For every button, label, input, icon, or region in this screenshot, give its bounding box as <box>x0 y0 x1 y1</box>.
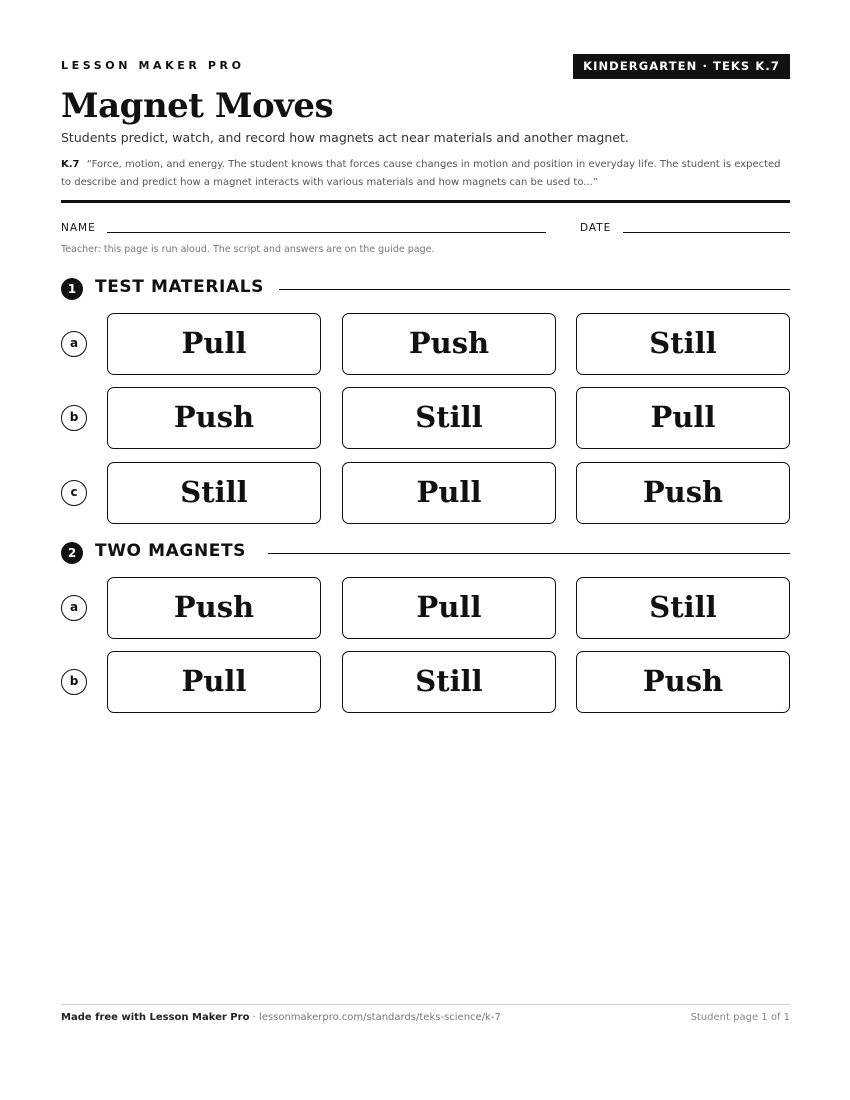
choice-button[interactable]: Push <box>107 387 321 449</box>
grade-badge: KINDERGARTEN · TEKS K.7 <box>573 54 790 79</box>
page-title: Magnet Moves <box>61 86 334 126</box>
choice-button[interactable]: Still <box>107 462 321 524</box>
choice-button[interactable]: Still <box>342 387 556 449</box>
footer-page-label: Student page 1 of 1 <box>690 1012 790 1023</box>
teacher-note: Teacher: this page is run aloud. The script and answers are on the guide page. <box>61 244 435 255</box>
page-subtitle: Students predict, watch, and record how magnets act near materials and another magnet. <box>61 130 629 145</box>
section-title: TEST MATERIALS <box>95 277 264 297</box>
date-label: DATE <box>580 222 612 234</box>
section-title: TWO MAGNETS <box>95 541 247 561</box>
footer-made-with: Made free with Lesson Maker Pro <box>61 1012 250 1023</box>
question-row <box>61 313 790 375</box>
row-letter: c <box>61 480 87 506</box>
question-row <box>61 387 790 449</box>
choice-button[interactable]: Push <box>342 313 556 375</box>
choice-button[interactable]: Pull <box>107 313 321 375</box>
name-label: NAME <box>61 222 96 234</box>
choice-button[interactable]: Pull <box>576 387 790 449</box>
brand-name: LESSON MAKER PRO <box>61 59 245 72</box>
worksheet-page <box>61 0 790 1100</box>
section-number: 2 <box>61 542 83 564</box>
footer-separator: · <box>249 1012 259 1023</box>
standard-code: K.7 <box>61 159 80 170</box>
choice-button[interactable]: Pull <box>342 577 556 639</box>
choice-button[interactable]: Push <box>576 651 790 713</box>
header <box>61 54 790 80</box>
choice-button[interactable]: Push <box>576 462 790 524</box>
footer-credit <box>61 1012 501 1023</box>
standard-text <box>61 156 790 191</box>
section-rule <box>279 289 790 290</box>
choice-button[interactable]: Still <box>576 313 790 375</box>
row-letter: a <box>61 595 87 621</box>
name-field[interactable] <box>107 232 546 233</box>
row-letter: b <box>61 405 87 431</box>
footer-url[interactable]: lessonmakerpro.com/standards/teks-science/k-7 <box>258 1012 501 1023</box>
choice-button[interactable]: Push <box>107 577 321 639</box>
name-date-row <box>61 221 790 237</box>
question-row <box>61 651 790 713</box>
section-number: 1 <box>61 278 83 300</box>
header-divider <box>61 200 790 203</box>
section-rule <box>268 553 790 554</box>
date-field[interactable] <box>623 232 790 233</box>
choice-button[interactable]: Still <box>576 577 790 639</box>
choice-button[interactable]: Pull <box>107 651 321 713</box>
row-letter: b <box>61 669 87 695</box>
footer-divider <box>61 1004 790 1005</box>
question-row <box>61 577 790 639</box>
row-letter: a <box>61 331 87 357</box>
section-test-materials <box>61 276 790 302</box>
question-row <box>61 462 790 524</box>
choice-button[interactable]: Pull <box>342 462 556 524</box>
choice-button[interactable]: Still <box>342 651 556 713</box>
standard-quote: “Force, motion, and energy. The student knows that forces cause changes in motion and position in everyday life. The student is expected to describe and predict how a magnet interacts with various materials and how magnets can be used to...” <box>61 159 781 188</box>
section-two-magnets <box>61 540 790 566</box>
